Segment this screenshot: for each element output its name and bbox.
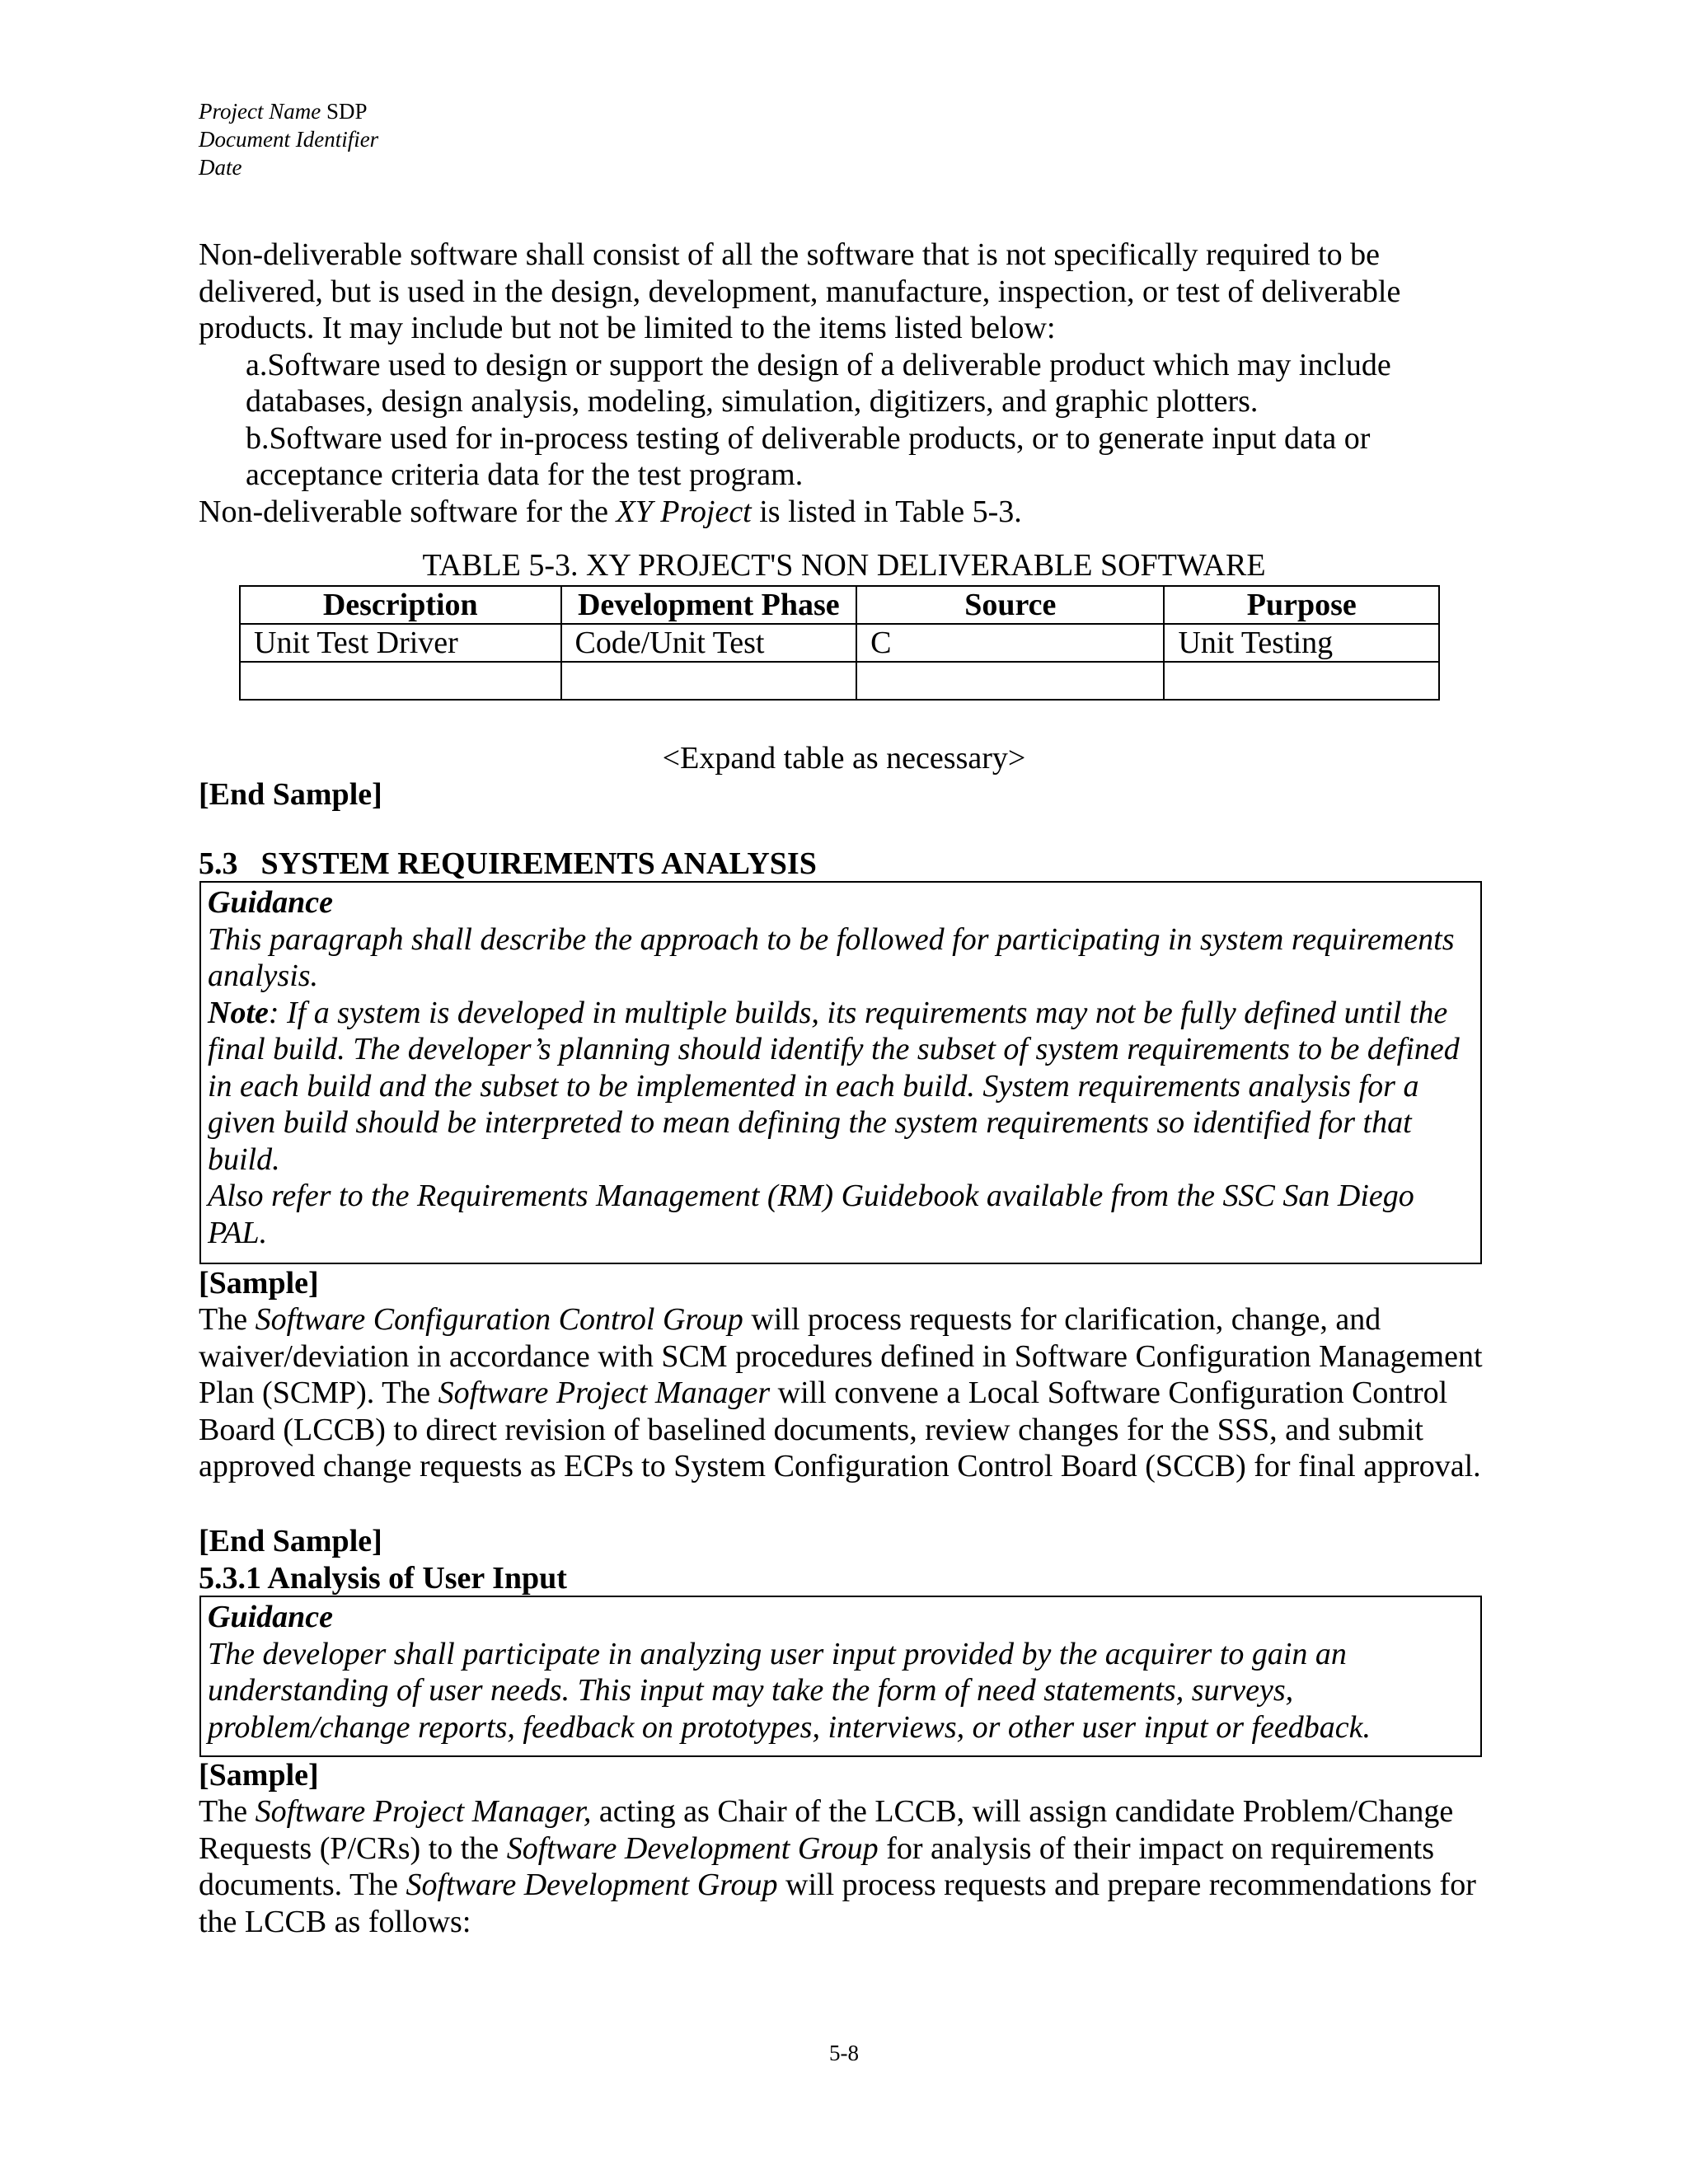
guidance-title: Guidance: [208, 1600, 333, 1634]
sample-paragraph-5-3-1: The Software Project Manager, acting as Chair of the LCCB, will assign candidate Problem/Change Requests (P/CRs) to the Software Development Group for analysis of their impact on requirements documents. The Software Development Group will process requests and prepare recommendations for the LCCB as follows:: [199, 1794, 1476, 1939]
list-item-a: a.Software used to design or support the design of a deliverable product which may include databases, design analysis, modeling, simulation, digitizers, and graphic plotters.: [246, 347, 1391, 419]
sample-marker: [Sample]: [199, 1266, 319, 1301]
table-cell: [1164, 662, 1439, 700]
table-cell: [240, 662, 561, 700]
sample-marker: [Sample]: [199, 1758, 319, 1793]
intro-paragraph: Non-deliverable software shall consist of all the software that is not specifically required to be delivered, but is used in the design, development, manufacture, inspection, or test of deliverable products. It may include but not be limited to the items listed below:: [199, 237, 1401, 345]
guidance-paragraph: This paragraph shall describe the approach to be followed for participating in system requirements analysis.: [208, 921, 1455, 993]
header-date: Date: [199, 155, 242, 180]
project-name-label: Project Name: [199, 99, 321, 124]
guidance-box-5-3-1: [199, 1596, 1482, 1757]
section-number: 5.3: [199, 846, 238, 881]
table-row: [240, 662, 1439, 700]
end-sample-marker: [End Sample]: [199, 777, 382, 812]
expand-table-note: <Expand table as necessary>: [662, 741, 1026, 776]
page-header: [199, 97, 378, 181]
project-name-value: SDP: [326, 99, 368, 124]
guidance-reference: Also refer to the Requirements Management (RM) Guidebook available from the SSC San Diego PAL.: [208, 1179, 1414, 1250]
guidance-box-5-3: [199, 881, 1482, 1264]
section-title: SYSTEM REQUIREMENTS ANALYSIS: [260, 846, 817, 881]
table-cell: [856, 662, 1164, 700]
guidance-paragraph: The developer shall participate in analyzing user input provided by the acquirer to gain an understanding of user needs. This input may take the form of need statements, surveys, problem/change reports, feedback on prototypes, interviews, or other user input or feedback.: [208, 1636, 1372, 1745]
section-heading-5-3: [199, 846, 817, 882]
document-identifier: Document Identifier: [199, 127, 379, 152]
table-cell: Unit Test Driver: [240, 624, 561, 662]
table-row: [240, 624, 1439, 662]
table-cell: Unit Testing: [1164, 624, 1439, 662]
table-reference-paragraph: Non-deliverable software for the XY Project is listed in Table 5-3.: [199, 494, 1022, 529]
column-header: Source: [856, 586, 1164, 624]
page-number: 5-8: [829, 2041, 859, 2065]
table-caption: TABLE 5-3. XY PROJECT'S NON DELIVERABLE SOFTWARE: [422, 548, 1266, 583]
table-cell: Code/Unit Test: [561, 624, 857, 662]
column-header: Description: [240, 586, 561, 624]
section-heading-5-3-1: 5.3.1 Analysis of User Input: [199, 1561, 567, 1596]
sample-paragraph-5-3: The Software Configuration Control Group will process requests for clarification, change, and waiver/deviation in accordance with SCM procedures defined in Software Configuration Management Plan (SCMP). The Software Project Manager will convene a Local Software Configuration Control Board (LCCB) to direct revision of baselined documents, review changes for the SSS, and submit approved change requests as ECPs to System Configuration Control Board (SCCB) for final approval.: [199, 1302, 1483, 1483]
project-name-line: [199, 97, 378, 125]
guidance-title: Guidance: [208, 885, 333, 920]
table-header-row: [240, 586, 1439, 624]
project-name-italic: XY Project: [616, 494, 752, 529]
table-cell: C: [856, 624, 1164, 662]
end-sample-marker: [End Sample]: [199, 1524, 382, 1558]
note-label: Note: [208, 995, 269, 1030]
list-item-b: b.Software used for in-process testing of deliverable products, or to generate input data or acceptance criteria data for the test program.: [246, 420, 1371, 492]
intro-section: [199, 237, 1501, 530]
column-header: Development Phase: [561, 586, 857, 624]
column-header: Purpose: [1164, 586, 1439, 624]
table-cell: [561, 662, 857, 700]
non-deliverable-software-table: [239, 585, 1440, 701]
guidance-note: Note: If a system is developed in multiple builds, its requirements may not be fully defined until the final build. The developer’s planning should identify the subset of system requirements to be defined in each build and the subset to be implemented in each build. System requirements analysis for a given build should be interpreted to mean defining the system requirements so identified for that build.: [208, 995, 1460, 1177]
